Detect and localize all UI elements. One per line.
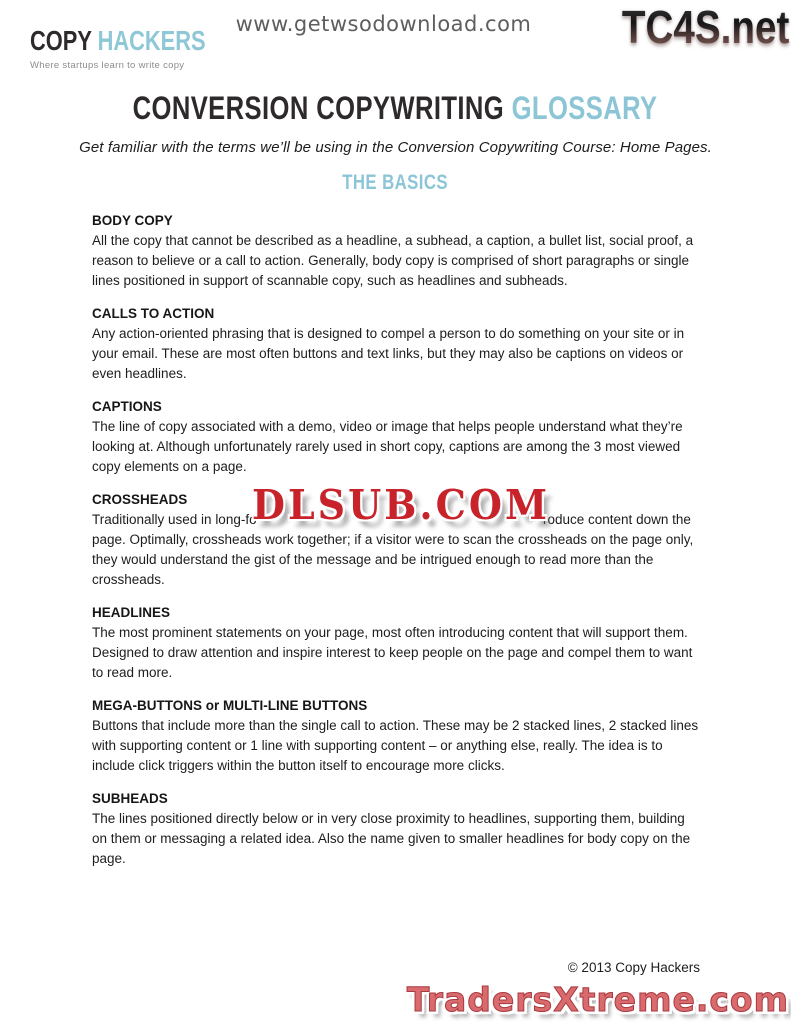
entry-definition: page. Optimally, crossheads work together; if a visitor were to scan the crossheads on the page only, they would understand the gist of the message and be intrigued enough to read more than the crossheads.: [92, 532, 694, 587]
entry-definition: Buttons that include more than the single call to action. These may be 2 stacked lines, 2 stacked lines with supporting content or 1 line with supporting content – or anything else, really. The idea is to include click triggers within the button itself to encourage more clicks.: [92, 718, 699, 773]
entry-subheads: [92, 789, 700, 869]
document-subtitle: Get familiar with the terms we’ll be using in the Conversion Copywriting Course: Home Pages.: [79, 139, 712, 156]
entry-body-copy: [92, 211, 700, 291]
entry-headlines: [92, 603, 700, 683]
title-accent: GLOSSARY: [512, 90, 658, 126]
logo-word-copy: COPY: [30, 25, 92, 56]
entry-calls-to-action: [92, 304, 700, 384]
entry-definition: The lines positioned directly below or in very close proximity to headlines, supporting them, building on them or messaging a related idea. Also the name given to smaller headlines for body copy on the page.: [92, 811, 691, 866]
tradersxtreme-watermark: TradersXtreme.com: [406, 980, 789, 1019]
entry-definition: The most prominent statements on your page, most often introducing content that will support them. Designed to draw attention and inspire interest to keep people on the page and compel them to want to read more.: [92, 625, 693, 680]
entry-term: SUBHEADS: [92, 791, 168, 806]
logo-word-hackers: HACKERS: [97, 25, 206, 56]
copyright-notice: © 2013 Copy Hackers: [567, 960, 700, 975]
entry-definition: The line of copy associated with a demo, video or image that helps people understand what they’re looking at. Although unfortunately rarely used in short copy, captions are among the 3 most viewed copy elements on a page.: [92, 419, 683, 474]
document-title: [0, 90, 791, 127]
entry-captions: [92, 397, 700, 477]
definition-fragment-right: roduce content down the: [543, 512, 691, 527]
getwsodownload-url-watermark: www.getwsodownload.com: [235, 12, 532, 36]
entry-term: CALLS TO ACTION: [92, 306, 215, 321]
title-main: CONVERSION COPYWRITING: [133, 90, 505, 126]
dlsub-watermark: DLSUB.COM: [252, 480, 551, 529]
entry-term: MEGA-BUTTONS or MULTI-LINE BUTTONS: [92, 698, 368, 713]
entry-definition: All the copy that cannot be described as a headline, a subhead, a caption, a bullet list, social proof, a reason to believe or a call to action. Generally, body copy is comprised of short paragraphs or single lines positioned in support of scannable copy, such as headlines and subheads.: [92, 233, 694, 288]
entry-term: CAPTIONS: [92, 399, 162, 414]
section-heading-the-basics: THE BASICS: [342, 171, 449, 194]
definition-fragment-left: Traditionally used in long-fo: [92, 512, 257, 527]
entry-definition: Any action-oriented phrasing that is designed to compel a person to do something on your site or in your email. These are most often buttons and text links, but they may also be captions on videos or even headlines.: [92, 326, 685, 381]
entry-term: BODY COPY: [92, 213, 173, 228]
entry-mega-buttons: [92, 696, 700, 776]
logo-tagline: Where startups learn to write copy: [30, 60, 185, 71]
tc4s-watermark: TC4S.net: [621, 1, 789, 53]
entry-term: CROSSHEADS: [92, 492, 188, 507]
glossary-content: [92, 211, 700, 882]
entry-term: HEADLINES: [92, 605, 171, 620]
